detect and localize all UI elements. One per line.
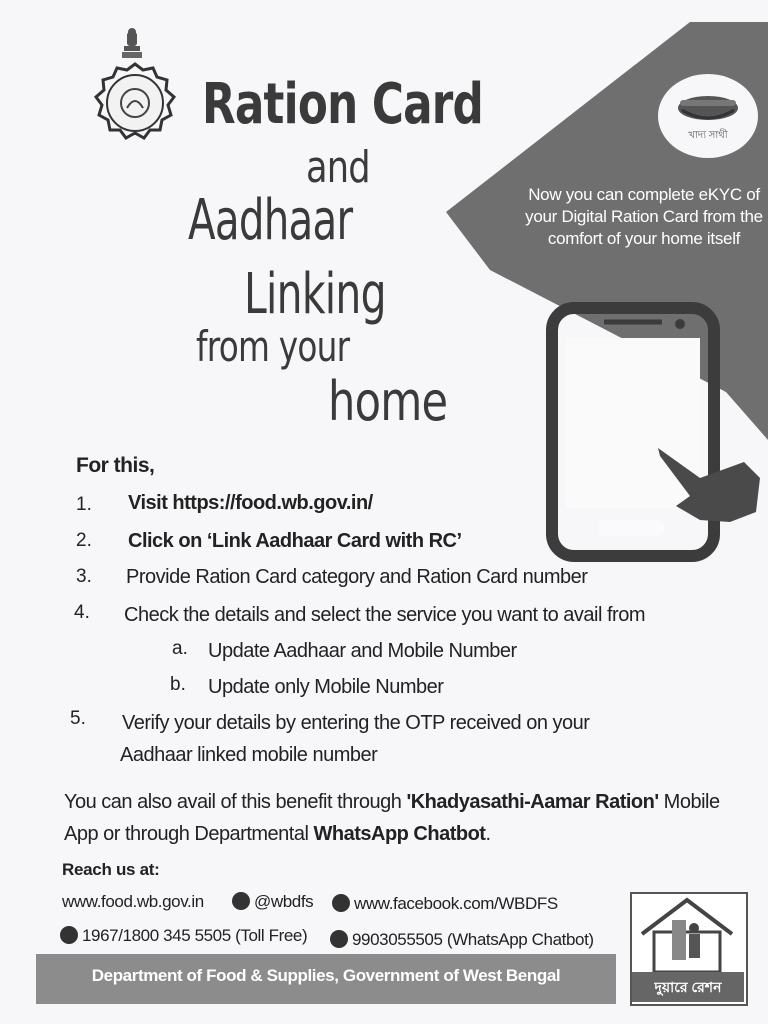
khadya-sathi-logo-text: খাদ্য সাথী: [688, 130, 728, 141]
department-name: Department of Food & Supplies, Government of West Bengal: [91, 966, 561, 985]
whatsapp-chatbot-name: WhatsApp Chatbot: [313, 823, 486, 845]
headline-aadhaar: Aadhaar: [188, 188, 353, 253]
step-check-details: Check the details and select the service you want to avail from: [124, 604, 645, 626]
step-visit-website: Visit https://food.wb.gov.in/: [128, 492, 373, 514]
whatsapp-icon: [330, 930, 348, 948]
step-click-link: Click on ‘Link Aadhaar Card with RC’: [128, 530, 462, 552]
facebook-url: www.facebook.com/WBDFS: [354, 894, 558, 913]
steps-intro: For this,: [76, 454, 155, 477]
twitter-contact[interactable]: [232, 892, 313, 912]
promo-ekyc-text: Now you can complete eKYC of your Digital Ration Card from the comfort of your home itself: [525, 185, 763, 248]
phone-contact[interactable]: [60, 926, 307, 946]
house-family-icon: [632, 894, 742, 972]
whatsapp-contact[interactable]: [330, 930, 594, 950]
headline-linking: Linking: [244, 262, 386, 327]
substep-letter: a.: [172, 638, 188, 659]
khadya-sathi-logo-icon: [656, 72, 760, 160]
west-bengal-seal-icon: [86, 62, 184, 144]
step-number: 4.: [74, 602, 90, 623]
step-verify-otp-continued: Aadhaar linked mobile number: [120, 744, 378, 766]
twitter-handle: @wbdfs: [254, 892, 314, 911]
headline-home: home: [328, 370, 448, 433]
step-number: 3.: [76, 566, 92, 587]
benefit-text-2: Mobile App or through Departmental: [64, 791, 720, 845]
substep-letter: b.: [170, 674, 186, 695]
facebook-contact[interactable]: [332, 894, 558, 914]
whatsapp-number: 9903055505 (WhatsApp Chatbot): [352, 930, 594, 949]
facebook-icon: [332, 894, 350, 912]
step-provide-details: Provide Ration Card category and Ration Card number: [126, 566, 588, 588]
national-emblem-icon: [119, 28, 145, 64]
step-number: 2.: [76, 530, 92, 551]
substep-update-mobile-only: Update only Mobile Number: [208, 676, 444, 698]
headline-and: and: [306, 142, 370, 193]
phone-number: 1967/1800 345 5505 (Toll Free): [82, 926, 308, 945]
benefit-text-3: .: [485, 823, 491, 845]
step-number: 5.: [70, 708, 86, 729]
duare-ration-label: দুয়ারে রেশন: [632, 972, 744, 1002]
headline-from-your: from your: [196, 322, 350, 371]
app-name: 'Khadyasathi-Aamar Ration': [406, 791, 659, 813]
benefit-text-1: You can also avail of this benefit through: [64, 791, 407, 813]
step-number: 1.: [76, 494, 92, 515]
substep-update-aadhaar-mobile: Update Aadhaar and Mobile Number: [208, 640, 517, 662]
headline-ration-card: Ration Card: [202, 72, 484, 137]
website-link[interactable]: www.food.wb.gov.in: [62, 892, 204, 911]
step-verify-otp: Verify your details by entering the OTP received on your: [122, 712, 590, 734]
phone-icon: [60, 926, 78, 944]
benefit-paragraph: [64, 786, 724, 850]
twitter-icon: [232, 892, 250, 910]
reach-us-heading: Reach us at:: [62, 860, 160, 879]
